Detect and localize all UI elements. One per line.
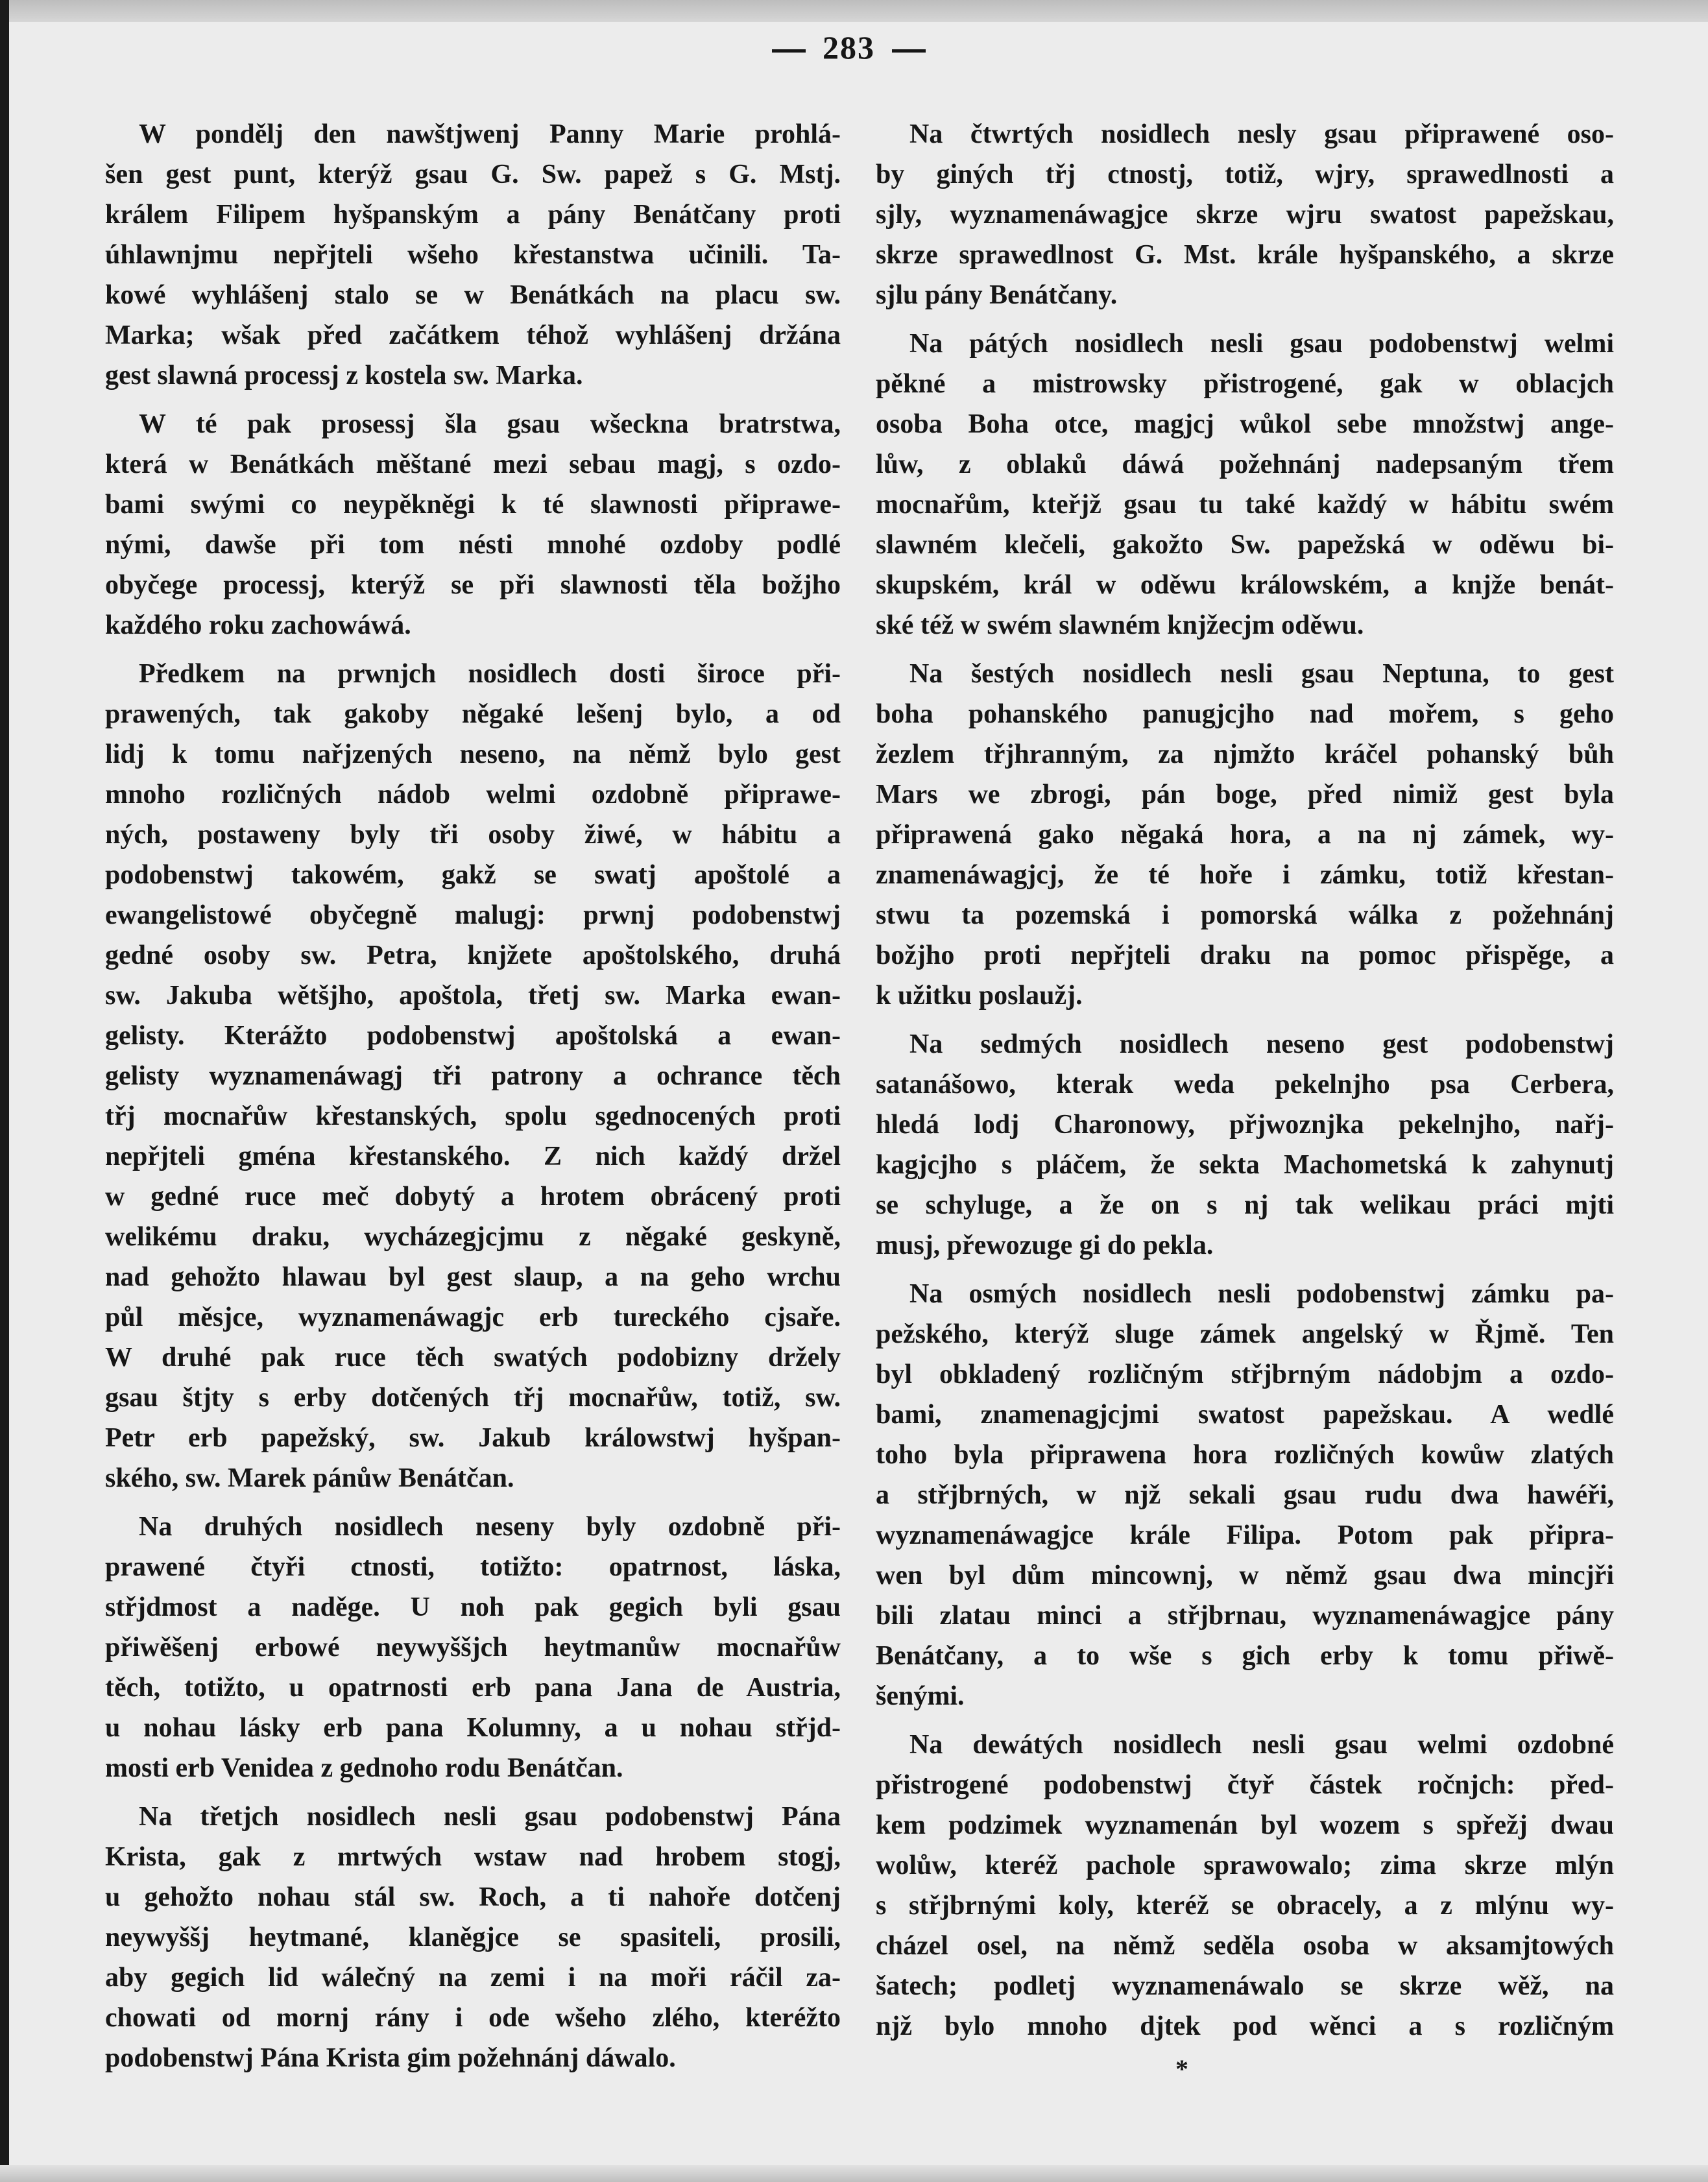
text-line: bami, znamenagjcjmi swatost papežskau. A wedlé (876, 1400, 1614, 1430)
text-line: těch, totižto, u opatrnosti erb pana Jana de Austria, (105, 1673, 841, 1703)
text-line: třj mocnařůw křestanských, spolu sgednocených proti (105, 1101, 841, 1131)
text-line: střjdmost a naděge. U noh pak gegich byli gsau (105, 1592, 841, 1622)
text-line: sjly, wyznamenáwagjce skrze wjru swatost papežskau, (876, 200, 1614, 230)
text-line: přiwěšenj erbowé neywyššjch heytmanůw mocnařůw (105, 1633, 841, 1662)
text-line: prawené čtyři ctnosti, totižto: opatrnost, láska, (105, 1552, 841, 1582)
text-line: lidj k tomu nařjzených neseno, na němž bylo gest (105, 739, 841, 769)
text-line: cházel osel, na němž seděla osoba w aksamjtowých (876, 1931, 1614, 1961)
text-line: ského, sw. Marek pánůw Benátčan. (105, 1463, 514, 1493)
text-line: gelisty wyznamenáwagj tři patrony a ochrance těch (105, 1061, 841, 1091)
text-line: Na sedmých nosidlech neseno gest podobenstwj (909, 1029, 1614, 1059)
text-line: Krista, gak z mrtwých wstaw nad hrobem stogj, (105, 1842, 841, 1872)
page-number: 283 (823, 29, 875, 66)
paragraph (876, 1725, 1614, 2046)
text-line: k užitku poslaužj. (876, 981, 1083, 1011)
text-column-left (105, 114, 841, 2087)
text-line: gest slawná processj z kostela sw. Marka. (105, 361, 583, 390)
text-line: satanášowo, kterak weda pekelnjho psa Cerbera, (876, 1070, 1614, 1099)
scan-bottom-edge (0, 2165, 1708, 2182)
text-line: Marka; wšak před začátkem téhož wyhlášenj držána (105, 320, 841, 350)
text-line: Na dewátých nosidlech nesli gsau welmi ozdobné (909, 1730, 1614, 1760)
text-column-right (876, 114, 1614, 2055)
text-line: wen byl dům mincownj, w němž gsau dwa mincjři (876, 1561, 1614, 1590)
text-line: ewangelistowé obyčegně malugj: prwnj podobenstwj (105, 900, 841, 930)
text-line: kagjcjho s pláčem, že sekta Machometská k zahynutj (876, 1150, 1614, 1180)
paragraph (876, 114, 1614, 315)
paragraph (876, 654, 1614, 1016)
text-line: pěkné a mistrowsky přistrogené, gak w oblacjch (876, 369, 1614, 399)
text-line: Na pátých nosidlech nesli gsau podobenstwj welmi (909, 329, 1614, 359)
text-line: mosti erb Venidea z gednoho rodu Benátčan. (105, 1753, 623, 1783)
text-line: w gedné ruce meč dobytý a hrotem obrácený proti (105, 1182, 841, 1212)
text-line: podobenstwj takowém, gakž se swatj apoštolé a (105, 860, 841, 890)
paragraph (105, 1797, 841, 2078)
text-line: a střjbrných, w njž sekali gsau rudu dwa hawéři, (876, 1480, 1614, 1510)
text-line: welikému draku, wycházegjcjmu z něgaké geskyně, (105, 1222, 841, 1252)
text-line: neywyššj heytmané, klaněgjce se spasiteli, prosili, (105, 1923, 841, 1952)
paragraph (876, 324, 1614, 645)
text-line: Na osmých nosidlech nesli podobenstwj zámku pa- (909, 1279, 1614, 1309)
text-line: obyčege processj, kterýž se při slawnosti těla božjho (105, 570, 841, 600)
text-line: každého roku zachowáwá. (105, 610, 411, 640)
text-line: přistrogené podobenstwj čtyř částek ročnjch: před- (876, 1770, 1614, 1800)
text-line: W pondělj den nawštjwenj Panny Marie prohlá- (139, 119, 841, 149)
text-line: šen gest punt, kterýž gsau G. Sw. papež s G. Mstj. (105, 160, 841, 189)
text-line: stwu ta pozemská i pomorská wálka z požehnánj (876, 900, 1614, 930)
scan-top-edge (0, 0, 1708, 22)
text-line: ské též w swém slawném knjžecjm oděwu. (876, 610, 1364, 640)
text-line: pežského, kterýž sluge zámek angelský w Řjmě. Ten (876, 1319, 1614, 1349)
text-line: šatech; podletj wyznamenáwalo se skrze wěž, na (876, 1971, 1614, 2001)
text-line: skupském, král w oděwu králowském, a knjže benát- (876, 570, 1614, 600)
text-line: božjho proti nepřjteli draku na pomoc přispěge, a (876, 941, 1614, 970)
text-line: lůw, z oblaků dáwá požehnánj nadepsaným třem (876, 450, 1614, 479)
signature-mark: * (1175, 2054, 1188, 2083)
text-line: nými, dawše při tom nésti mnohé ozdoby podlé (105, 530, 841, 560)
text-line: gsau štjty s erby dotčených třj mocnařůw, totiž, sw. (105, 1383, 841, 1413)
text-line: aby gegich lid wálečný na zemi i na moři ráčil za- (105, 1963, 841, 1993)
text-line: wyznamenáwagjce krále Filipa. Potom pak připra- (876, 1520, 1614, 1550)
text-line: mocnařům, kteřjž gsau tu také každý w hábitu swém (876, 490, 1614, 520)
scan-left-edge (0, 0, 9, 2182)
text-line: Benátčany, a to wše s gich erby k tomu přiwě- (876, 1641, 1614, 1671)
text-line: W té pak prosessj šla gsau wšeckna bratrstwa, (139, 409, 841, 439)
text-line: by giných třj ctnostj, totiž, wjry, sprawedlnosti a (876, 160, 1614, 189)
text-line: Petr erb papežský, sw. Jakub králowstwj hyšpan- (105, 1423, 841, 1453)
page-number-header (738, 29, 960, 66)
text-line: Na čtwrtých nosidlech nesly gsau připrawené oso- (909, 119, 1614, 149)
text-line: toho byla připrawena hora rozličných kowůw zlatých (876, 1440, 1614, 1470)
text-line: mnoho rozličných nádob welmi ozdobně připrawe- (105, 780, 841, 809)
dash-left (772, 49, 806, 53)
text-line: byl obkladený rozličným střjbrným nádobjm a ozdo- (876, 1360, 1614, 1389)
paragraph (105, 404, 841, 645)
text-line: njž bylo mnoho djtek pod wěnci a s rozličným (876, 2011, 1614, 2041)
text-line: připrawená gako něgaká hora, a na nj zámek, wy- (876, 820, 1614, 850)
text-line: u nohau lásky erb pana Kolumny, a u nohau střjd- (105, 1713, 841, 1743)
text-line: úhlawnjmu nepřjteli wšeho křestanstwa učinili. Ta- (105, 240, 841, 270)
text-line: Předkem na prwnjch nosidlech dosti široce při- (139, 659, 841, 689)
paragraph (105, 114, 841, 396)
text-line: W druhé pak ruce těch swatých podobizny držely (105, 1343, 841, 1373)
text-line: slawném klečeli, gakožto Sw. papežská w oděwu bi- (876, 530, 1614, 560)
text-line: králem Filipem hyšpanským a pány Benátčany proti (105, 200, 841, 230)
text-line: znamenáwagjcj, že té hoře i zámku, totiž křestan- (876, 860, 1614, 890)
paragraph (105, 1507, 841, 1788)
paragraph (105, 654, 841, 1498)
paragraph (876, 1274, 1614, 1716)
text-line: kowé wyhlášenj stalo se w Benátkách na placu sw. (105, 280, 841, 310)
text-line: nepřjteli gména křestanského. Z nich každý držel (105, 1142, 841, 1171)
text-line: hledá lodj Charonowy, přjwoznjka pekelnjho, nařj- (876, 1110, 1614, 1140)
dash-right (892, 49, 926, 53)
text-line: Mars we zbrogi, pán boge, před nimiž gest byla (876, 780, 1614, 809)
text-line: se schyluge, a že on s nj tak welikau práci mjti (876, 1190, 1614, 1220)
text-line: kem podzimek wyznamenán byl wozem s spřežj dwau (876, 1810, 1614, 1840)
text-line: Na druhých nosidlech neseny byly ozdobně při- (139, 1512, 841, 1542)
paragraph (876, 1024, 1614, 1265)
text-line: gelisty. Kterážto podobenstwj apoštolská a ewan- (105, 1021, 841, 1051)
text-line: wolůw, kteréž pachole sprawowalo; zima skrze mlýn (876, 1851, 1614, 1880)
text-line: sjlu pány Benátčany. (876, 280, 1118, 310)
text-line: gedné osoby sw. Petra, knjžete apoštolského, druhá (105, 941, 841, 970)
text-line: půl měsjce, wyznamenáwagjc erb tureckého cjsaře. (105, 1302, 841, 1332)
text-line: šenými. (876, 1681, 965, 1711)
text-line: sw. Jakuba wětšjho, apoštola, třetj sw. Marka ewan- (105, 981, 841, 1011)
text-line: chowati od mornj rány i ode wšeho zlého, kteréžto (105, 2003, 841, 2033)
text-line: která w Benátkách měštané mezi sebau magj, s ozdo- (105, 450, 841, 479)
text-line: bami swými co neypěkněgi k té slawnosti připrawe- (105, 490, 841, 520)
text-line: musj, přewozuge gi do pekla. (876, 1230, 1214, 1260)
text-line: Na šestých nosidlech nesli gsau Neptuna, to gest (909, 659, 1614, 689)
text-line: osoba Boha otce, magjcj wůkol sebe množstwj ange- (876, 409, 1614, 439)
text-line: žezlem třjhranným, za njmžto kráčel pohanský bůh (876, 739, 1614, 769)
text-line: Na třetjch nosidlech nesli gsau podobenstwj Pána (139, 1802, 841, 1832)
text-line: boha pohanského panugjcjho nad mořem, s geho (876, 699, 1614, 729)
text-line: s střjbrnými koly, kteréž se obracely, a z mlýnu wy- (876, 1891, 1614, 1921)
text-line: bili zlatau minci a střjbrnau, wyznamenáwagjce pány (876, 1601, 1614, 1631)
text-line: u gehožto nohau stál sw. Roch, a ti nahoře dotčenj (105, 1882, 841, 1912)
text-line: skrze sprawedlnost G. Mst. krále hyšpanského, a skrze (876, 240, 1614, 270)
text-line: nad gehožto hlawau byl gest slaup, a na geho wrchu (105, 1262, 841, 1292)
text-line: ných, postaweny byly tři osoby žiwé, w hábitu a (105, 820, 841, 850)
text-line: podobenstwj Pána Krista gim požehnánj dáwalo. (105, 2043, 676, 2073)
text-line: prawených, tak gakoby něgaké lešenj bylo, a od (105, 699, 841, 729)
